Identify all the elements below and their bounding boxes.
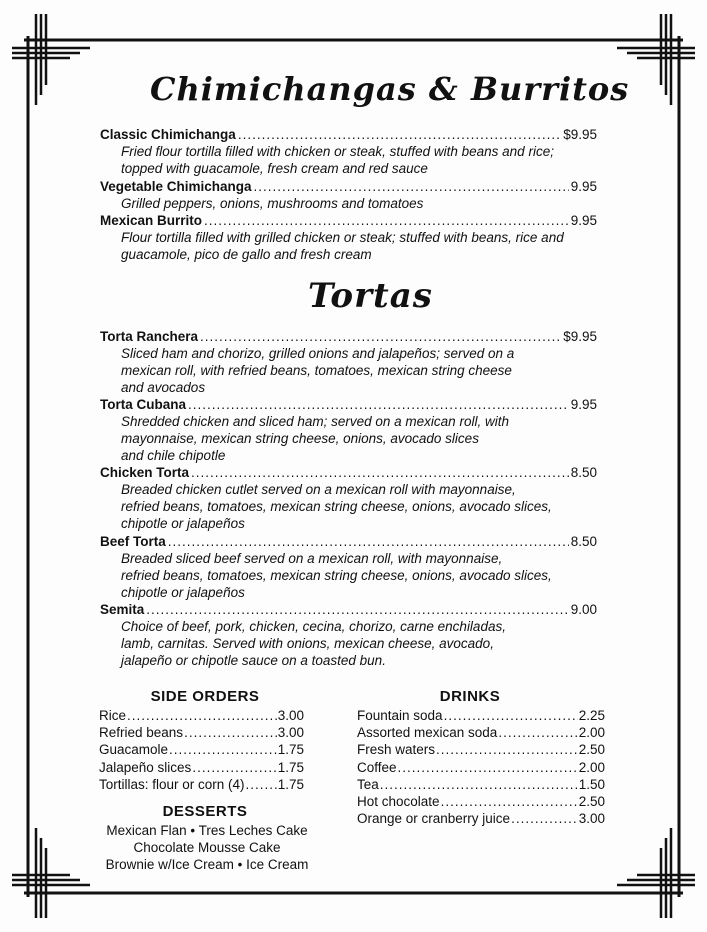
item-description: Flour tortilla filled with grilled chicken or steak; stuffed with beans, rice and guacamole, pico de gallo and fresh cream (121, 230, 564, 262)
item-price: 9.00 (570, 602, 597, 617)
list-item: Hot chocolate ..... 2.50 (357, 793, 605, 810)
item-price: $9.95 (563, 329, 597, 344)
list-item: Fresh waters ..... 2.50 (357, 741, 605, 758)
item-price: 8.50 (570, 465, 597, 480)
list-item: Brownie w/Ice Cream • Ice Cream (105, 857, 309, 872)
list-item: Guacamole ..... 1.75 (99, 741, 304, 758)
item-description: Grilled peppers, onions, mushrooms and tomatoes (121, 196, 424, 211)
item-price: 9.95 (570, 397, 597, 412)
item-name: Semita (100, 602, 145, 617)
list-item: Tortillas: flour or corn (4) ..... 1.75 (99, 776, 304, 793)
item-description: Choice of beef, pork, chicken, cecina, chorizo, carne enchiladas, lamb, carnitas. Served with onions, mexican cheese, avocado, jalapeño or chipotle sauce on a toasted bun. (121, 619, 506, 668)
item-name: Torta Cubana (100, 397, 187, 412)
item-name: Torta Ranchera (100, 329, 199, 344)
item-description: Sliced ham and chorizo, grilled onions and jalapeños; served on a mexican roll, with refried beans, tomatoes, mexican string cheese and avocados (121, 346, 515, 395)
section-title-chimichangas: Chimichangas & Burritos (150, 70, 630, 108)
desserts-list (88, 822, 326, 873)
list-item: Fountain soda ..... 2.25 (357, 707, 605, 724)
list-item: Tea ..... 1.50 (357, 776, 605, 793)
item-price: 8.50 (570, 534, 597, 549)
drinks-list (357, 707, 605, 827)
item-price: 9.95 (570, 213, 597, 228)
desserts-heading: DESSERTS (162, 803, 248, 820)
item-name: Mexican Burrito (100, 213, 203, 228)
drinks-heading: DRINKS (439, 688, 501, 705)
list-item: Orange or cranberry juice ..... 3.00 (357, 810, 605, 827)
menu-item (100, 396, 597, 464)
list-item: Coffee ..... 2.00 (357, 759, 605, 776)
item-description: Shredded chicken and sliced ham; served on a mexican roll, with mayonnaise, mexican string cheese, onions, avocado slices and chile chipotle (121, 414, 509, 463)
list-item: Refried beans ..... 3.00 (99, 724, 304, 741)
side-orders-list (99, 707, 304, 793)
list-item: Assorted mexican soda ..... 2.00 (357, 724, 605, 741)
menu-item (100, 178, 597, 212)
item-description: Breaded chicken cutlet served on a mexican roll with mayonnaise, refried beans, tomatoes, mexican string cheese, onions, avocado slices, chipotle or jalapeños (121, 482, 552, 531)
menu-item (100, 533, 597, 601)
item-name: Classic Chimichanga (100, 127, 236, 142)
side-orders-heading: SIDE ORDERS (150, 688, 260, 705)
list-item: Mexican Flan • Tres Leches Cake (106, 823, 308, 838)
list-item: Rice ..... 3.00 (99, 707, 304, 724)
menu-item (100, 328, 597, 396)
menu-item (100, 212, 597, 263)
item-price: 9.95 (570, 179, 597, 194)
item-name: Beef Torta (100, 534, 166, 549)
item-description: Fried flour tortilla filled with chicken or steak, stuffed with beans and rice; topped with guacamole, fresh cream and red sauce (121, 144, 554, 176)
item-description: Breaded sliced beef served on a mexican roll, with mayonnaise, refried beans, tomatoes, mexican string cheese, onions, avocado slices, chipotle or jalapeños (121, 551, 552, 600)
menu-item (100, 126, 597, 177)
list-item: Chocolate Mousse Cake (133, 840, 281, 855)
section-title-tortas: Tortas (308, 276, 433, 316)
item-price: $9.95 (563, 127, 597, 142)
item-name: Chicken Torta (100, 465, 190, 480)
list-item: Jalapeño slices ..... 1.75 (99, 759, 304, 776)
menu-item (100, 601, 597, 669)
item-name: Vegetable Chimichanga (100, 179, 252, 194)
menu-item (100, 464, 597, 532)
